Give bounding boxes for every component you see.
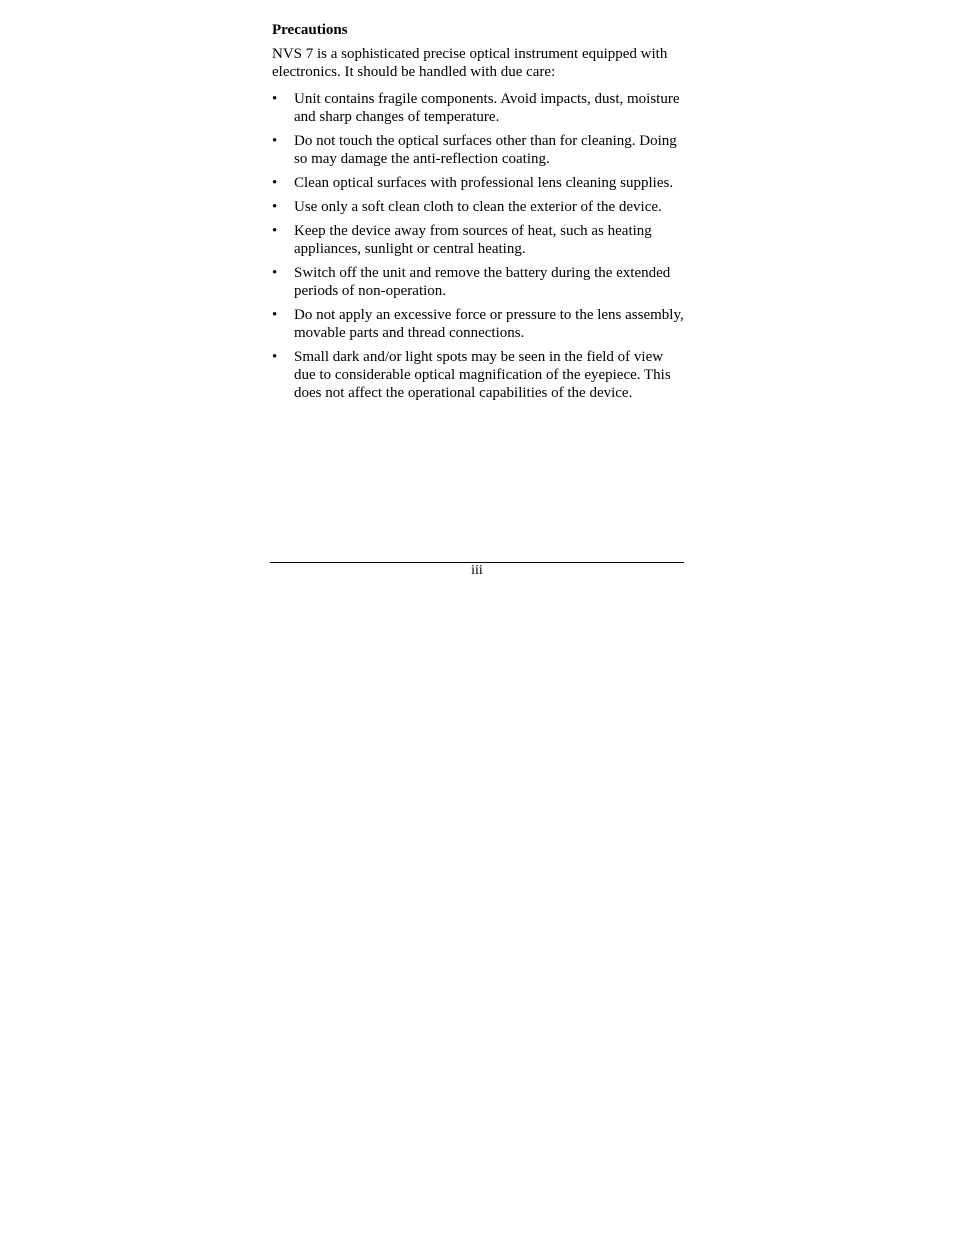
precautions-list xyxy=(272,90,684,402)
list-item-text: Do not touch the optical surfaces other than for cleaning. Doing so may damage the anti-reflection coating. xyxy=(294,133,677,167)
list-item xyxy=(272,306,684,342)
list-item xyxy=(272,348,684,402)
section-heading: Precautions xyxy=(272,22,348,38)
list-item xyxy=(272,264,684,300)
bullet-icon: • xyxy=(272,91,278,107)
list-item xyxy=(272,174,684,192)
bullet-icon: • xyxy=(272,265,278,281)
bullet-icon: • xyxy=(272,349,278,365)
bullet-icon: • xyxy=(272,175,278,191)
intro-paragraph: NVS 7 is a sophisticated precise optical instrument equipped with electronics. It should be handled with due care: xyxy=(272,46,668,80)
list-item-text: Small dark and/or light spots may be seen in the field of view due to considerable optical magnification of the eyepiece. This does not affect the operational capabilities of the device. xyxy=(294,349,671,401)
list-item-text: Do not apply an excessive force or pressure to the lens assembly, movable parts and thread connections. xyxy=(294,307,684,341)
bullet-icon: • xyxy=(272,307,278,323)
list-item-text: Switch off the unit and remove the battery during the extended periods of non-operation. xyxy=(294,265,671,299)
list-item-text: Unit contains fragile components. Avoid impacts, dust, moisture and sharp changes of temperature. xyxy=(294,91,680,125)
list-item-text: Keep the device away from sources of heat, such as heating appliances, sunlight or central heating. xyxy=(294,223,652,257)
list-item-text: Clean optical surfaces with professional lens cleaning supplies. xyxy=(294,175,674,191)
bullet-icon: • xyxy=(272,133,278,149)
document-body xyxy=(272,21,684,408)
list-item xyxy=(272,198,684,216)
bullet-icon: • xyxy=(272,223,278,239)
bullet-icon: • xyxy=(272,199,278,215)
list-item-text: Use only a soft clean cloth to clean the exterior of the device. xyxy=(294,199,662,215)
list-item xyxy=(272,222,684,258)
page-number: iii xyxy=(471,563,483,578)
list-item xyxy=(272,90,684,126)
list-item xyxy=(272,132,684,168)
